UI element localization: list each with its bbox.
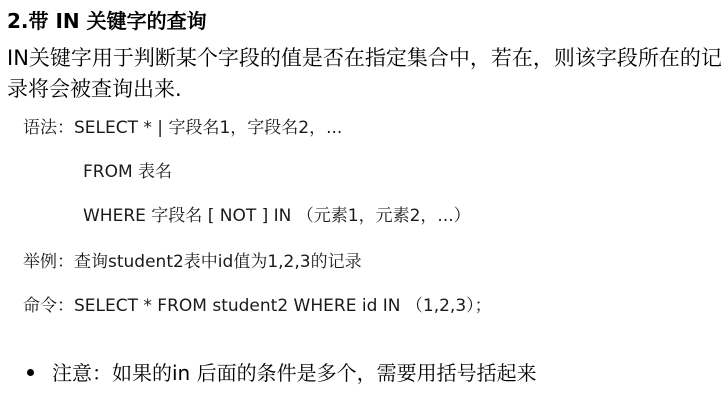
section-heading: 2.带 IN 关键字的查询 (7, 9, 207, 33)
command-line: 命令：SELECT * FROM student2 WHERE id IN （1,2,3）； (23, 296, 492, 316)
example-line: 举例：查询student2表中id值为1,2,3的记录 (23, 252, 362, 272)
bullet-icon (27, 369, 34, 376)
syntax-line-where: WHERE 字段名 [ NOT ] IN （元素1，元素2，...） (83, 206, 471, 226)
syntax-line-from: FROM 表名 (83, 162, 173, 182)
note-item (27, 359, 537, 387)
description-paragraph: IN关键字用于判断某个字段的值是否在指定集合中，若在，则该字段所在的记录将会被查询出来. (7, 46, 722, 101)
note-text: 注意：如果的in 后面的条件是多个，需要用括号括起来 (52, 361, 537, 385)
syntax-line-select: 语法：SELECT * | 字段名1，字段名2，... (23, 118, 343, 138)
